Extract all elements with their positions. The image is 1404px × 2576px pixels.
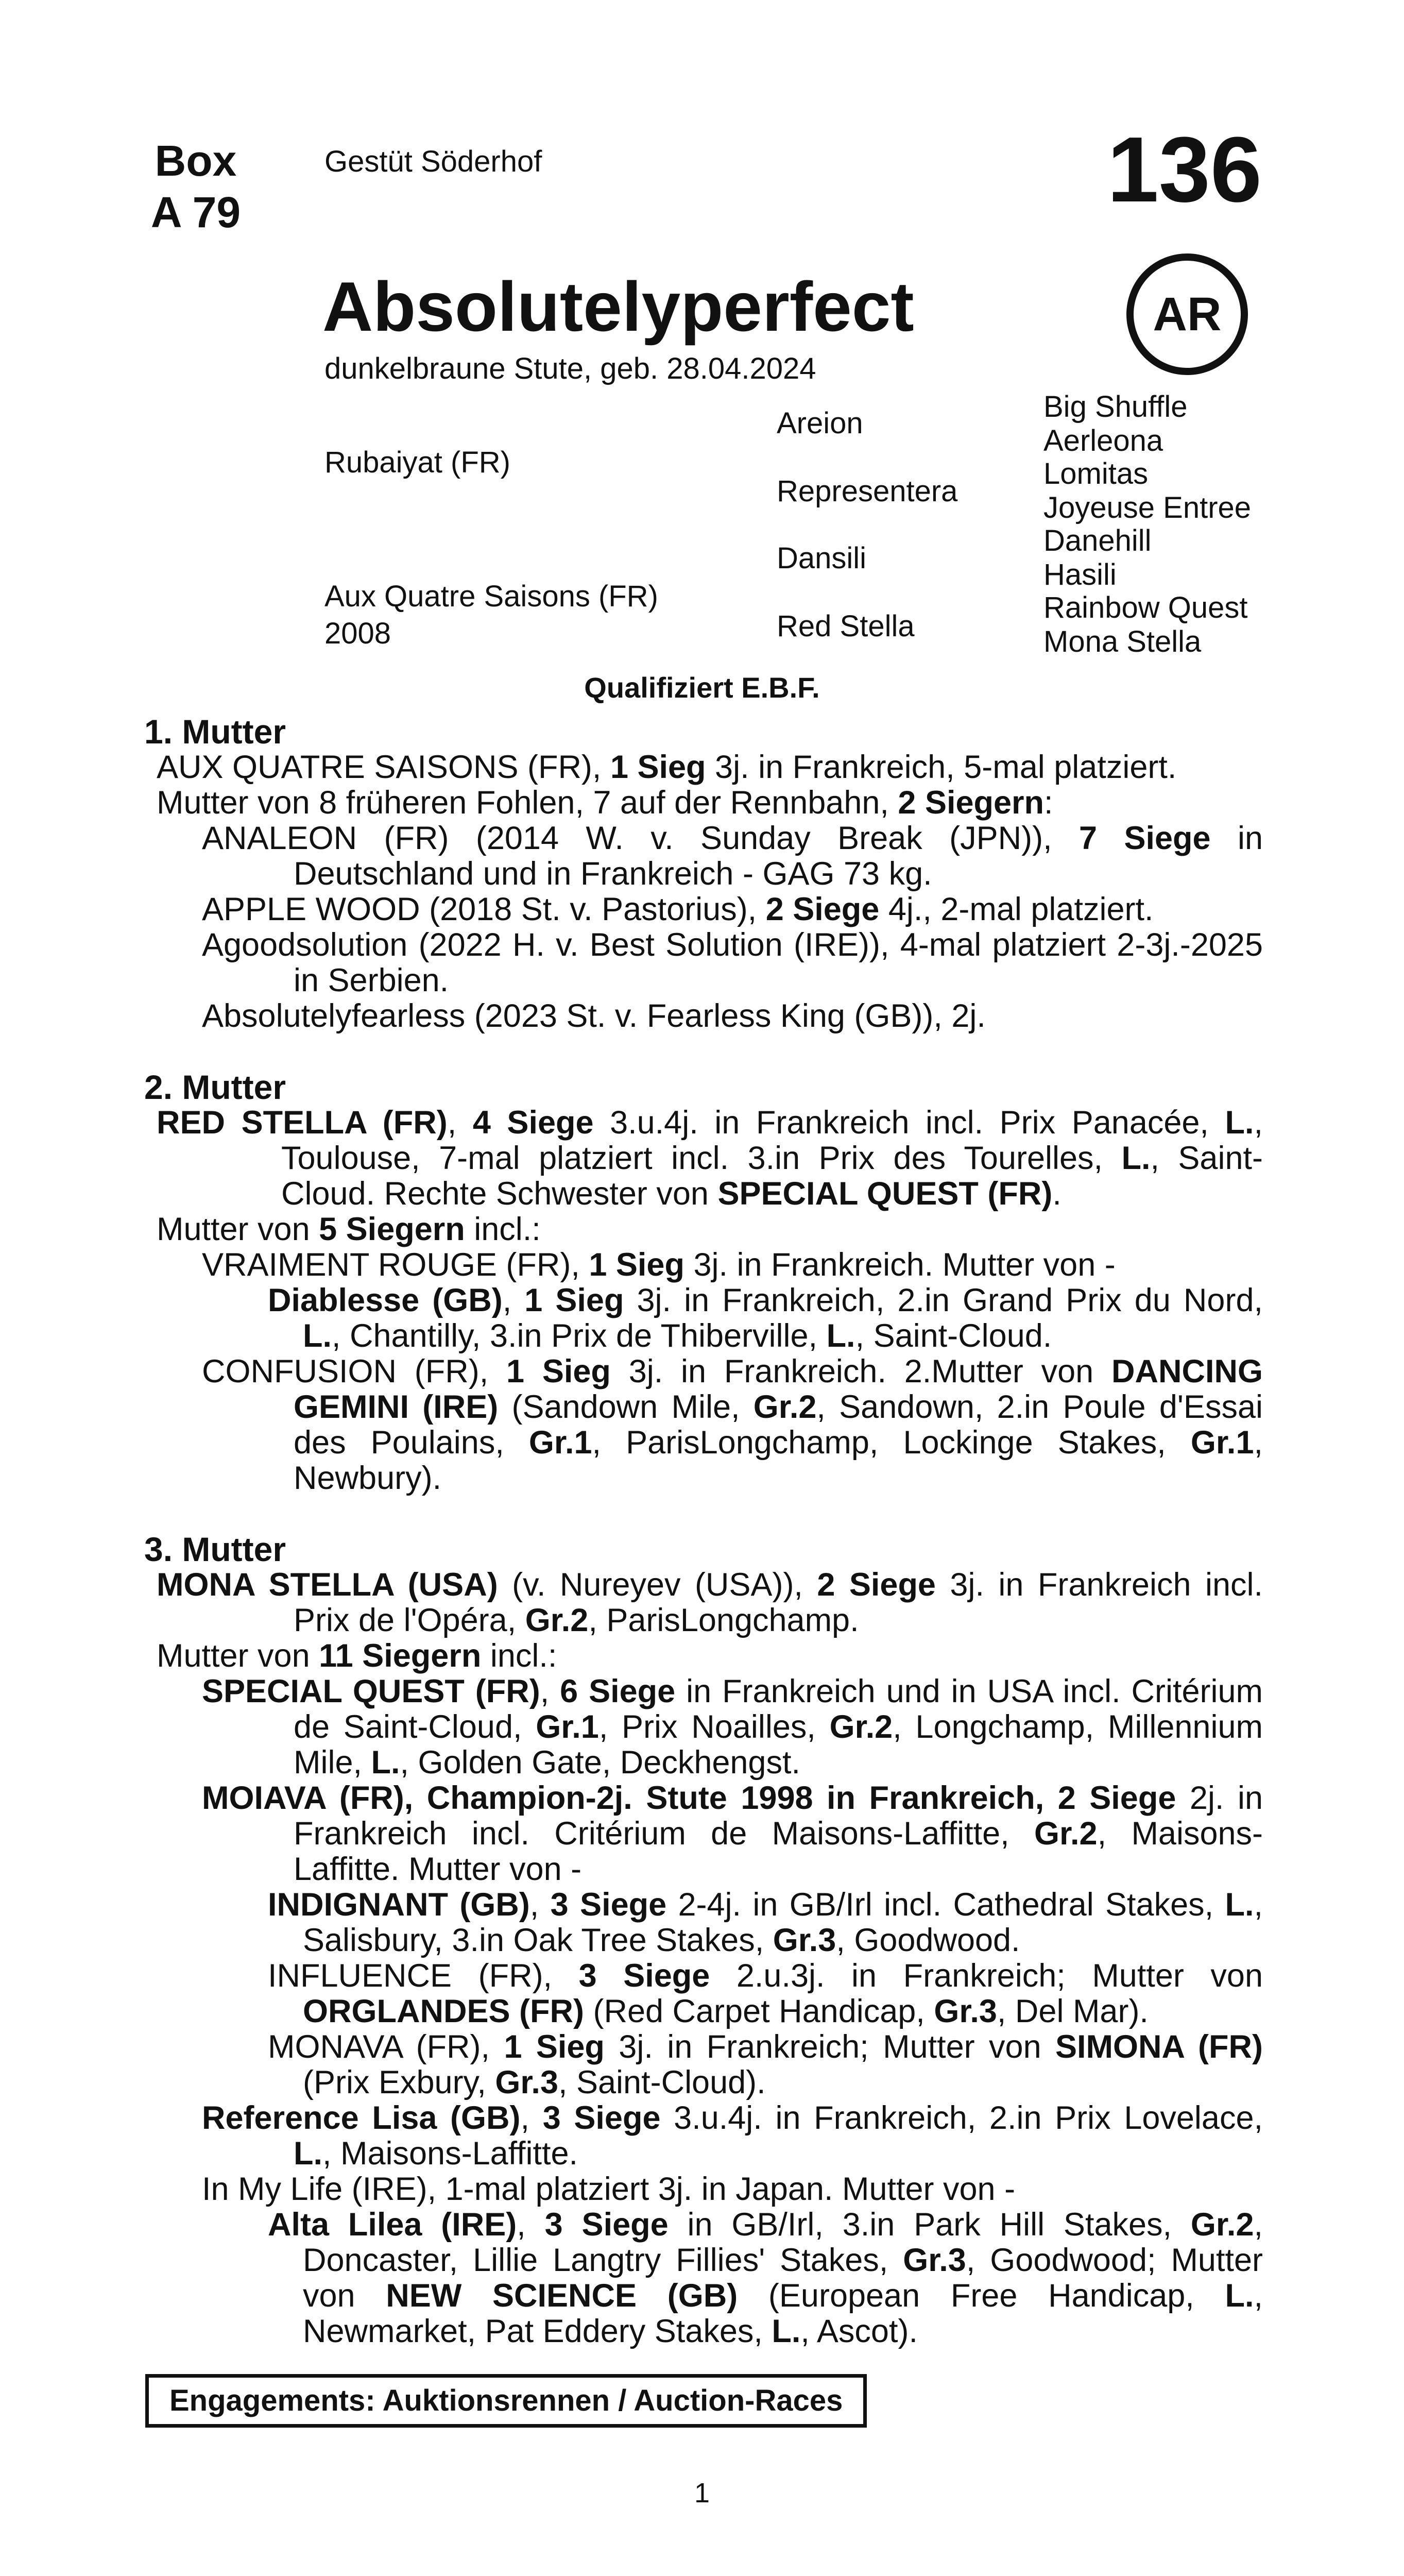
box-label-line2: A 79 <box>150 188 241 236</box>
offspring-reference-lisa: Reference Lisa (GB), 3 Siege 3.u.4j. in Frankreich, 2.in Prix Lovelace, L., Maisons-Laffitte. <box>202 2100 1263 2172</box>
dam2-line: RED STELLA (FR), 4 Siege 3.u.4j. in Frankreich incl. Prix Panacée, L., Toulouse, 7-mal platziert incl. 3.in Prix des Tourelles, L., Saint-Cloud. Rechte Schwester von SPECIAL QUEST (FR). <box>157 1105 1263 1212</box>
pedigree-gen3-item: Rainbow Quest <box>1043 591 1248 624</box>
dam3-produce-intro: Mutter von 11 Siegern incl.: <box>157 1638 557 1674</box>
grand-offspring-alta-lilea: Alta Lilea (IRE), 3 Siege in GB/Irl, 3.in Park Hill Stakes, Gr.2, Doncaster, Lillie Langtry Fillies' Stakes, Gr.3, Goodwood; Mutter von NEW SCIENCE (GB) (European Free Handicap, L., Newmarket, Pat Eddery Stakes, L., Ascot). <box>268 2207 1263 2349</box>
horse-name: Absolutelyperfect <box>322 267 914 346</box>
box-label-line1: Box <box>155 137 237 185</box>
ar-badge <box>1126 253 1248 375</box>
dam1-heading: 1. Mutter <box>144 713 286 751</box>
catalogue-body <box>144 714 1263 2349</box>
offspring-moiava: MOIAVA (FR), Champion-2j. Stute 1998 in Frankreich, 2 Siege 2j. in Frankreich incl. Critérium de Maisons-Laffitte, Gr.2, Maisons-Laffitte. Mutter von - <box>202 1780 1263 1887</box>
offspring-apple-wood: APPLE WOOD (2018 St. v. Pastorius), 2 Siege 4j., 2-mal platziert. <box>202 891 1154 927</box>
pedigree-gen3-item: Mona Stella <box>1043 625 1202 658</box>
lot-number: 136 <box>1107 118 1262 222</box>
pedigree-dam: Aux Quatre Saisons (FR) <box>324 580 658 613</box>
engagements-box: Engagements: Auktionsrennen / Auction-Races <box>145 2374 867 2428</box>
stud-name: Gestüt Söderhof <box>324 145 542 178</box>
ar-badge-text: AR <box>1153 287 1222 341</box>
grand-offspring-diablesse: Diablesse (GB), 1 Sieg 3j. in Frankreich, 2.in Grand Prix du Nord, L., Chantilly, 3.in Prix de Thiberville, L., Saint-Cloud. <box>268 1282 1263 1354</box>
offspring-absolutelyfearless: Absolutelyfearless (2023 St. v. Fearless King (GB)), 2j. <box>202 998 986 1034</box>
dam2-produce-intro: Mutter von 5 Siegern incl.: <box>157 1211 541 1247</box>
grand-offspring-monava: MONAVA (FR), 1 Sieg 3j. in Frankreich; Mutter von SIMONA (FR) (Prix Exbury, Gr.3, Saint-Cloud). <box>268 2029 1263 2100</box>
offspring-analeon: ANALEON (FR) (2014 W. v. Sunday Break (JPN)), 7 Siege in Deutschland und in Frankreich - GAG 73 kg. <box>202 820 1263 892</box>
pedigree-sire: Rubaiyat (FR) <box>324 446 510 479</box>
offspring-special-quest: SPECIAL QUEST (FR), 6 Siege in Frankreich und in USA incl. Critérium de Saint-Cloud, Gr.1, Prix Noailles, Gr.2, Longchamp, Millennium Mile, L., Golden Gate, Deckhengst. <box>202 1673 1263 1781</box>
horse-description: dunkelbraune Stute, geb. 28.04.2024 <box>324 352 816 385</box>
pedigree-gen3-item: Aerleona <box>1043 424 1163 457</box>
grand-offspring-influence: INFLUENCE (FR), 3 Siege 2.u.3j. in Frankreich; Mutter von ORGLANDES (FR) (Red Carpet Handicap, Gr.3, Del Mar). <box>268 1958 1263 2029</box>
pedigree-gen2-item: Dansili <box>777 541 867 575</box>
dam3-line: MONA STELLA (USA) (v. Nureyev (USA)), 2 Siege 3j. in Frankreich incl. Prix de l'Opéra, Gr.2, ParisLongchamp. <box>157 1567 1263 1638</box>
offspring-in-my-life: In My Life (IRE), 1-mal platziert 3j. in Japan. Mutter von - <box>202 2171 1016 2207</box>
pedigree-gen3-item: Hasili <box>1043 558 1117 591</box>
dam1-produce-intro: Mutter von 8 früheren Fohlen, 7 auf der Rennbahn, 2 Siegern: <box>157 785 1053 821</box>
pedigree-gen2-item: Red Stella <box>777 609 915 643</box>
pedigree-gen2-item: Areion <box>777 406 863 440</box>
qualification: Qualifiziert E.B.F. <box>584 671 820 704</box>
dam1-line: AUX QUATRE SAISONS (FR), 1 Sieg 3j. in Frankreich, 5-mal platziert. <box>157 749 1177 785</box>
box-label <box>144 135 247 238</box>
dam3-heading: 3. Mutter <box>144 1530 286 1568</box>
dam2-heading: 2. Mutter <box>144 1068 286 1106</box>
offspring-vraiment-rouge: VRAIMENT ROUGE (FR), 1 Sieg 3j. in Frankreich. Mutter von - <box>202 1247 1116 1283</box>
pedigree-dam-year: 2008 <box>324 617 391 650</box>
pedigree-gen3-item: Lomitas <box>1043 457 1149 490</box>
pedigree-gen2-item: Representera <box>777 474 958 508</box>
page-number: 1 <box>694 2478 710 2509</box>
grand-offspring-indignant: INDIGNANT (GB), 3 Siege 2-4j. in GB/Irl incl. Cathedral Stakes, L., Salisbury, 3.in Oak Tree Stakes, Gr.3, Goodwood. <box>268 1887 1263 1958</box>
pedigree-gen3-item: Big Shuffle <box>1043 390 1188 423</box>
pedigree-gen3-item: Joyeuse Entree <box>1043 491 1252 524</box>
offspring-agoodsolution: Agoodsolution (2022 H. v. Best Solution (IRE)), 4-mal platziert 2-3j.-2025 in Serbien. <box>202 927 1263 998</box>
offspring-confusion: CONFUSION (FR), 1 Sieg 3j. in Frankreich. 2.Mutter von DANCING GEMINI (IRE) (Sandown Mile, Gr.2, Sandown, 2.in Poule d'Essai des Poulains, Gr.1, ParisLongchamp, Lockinge Stakes, Gr.1, Newbury). <box>202 1353 1263 1496</box>
pedigree-gen3-item: Danehill <box>1043 524 1152 557</box>
